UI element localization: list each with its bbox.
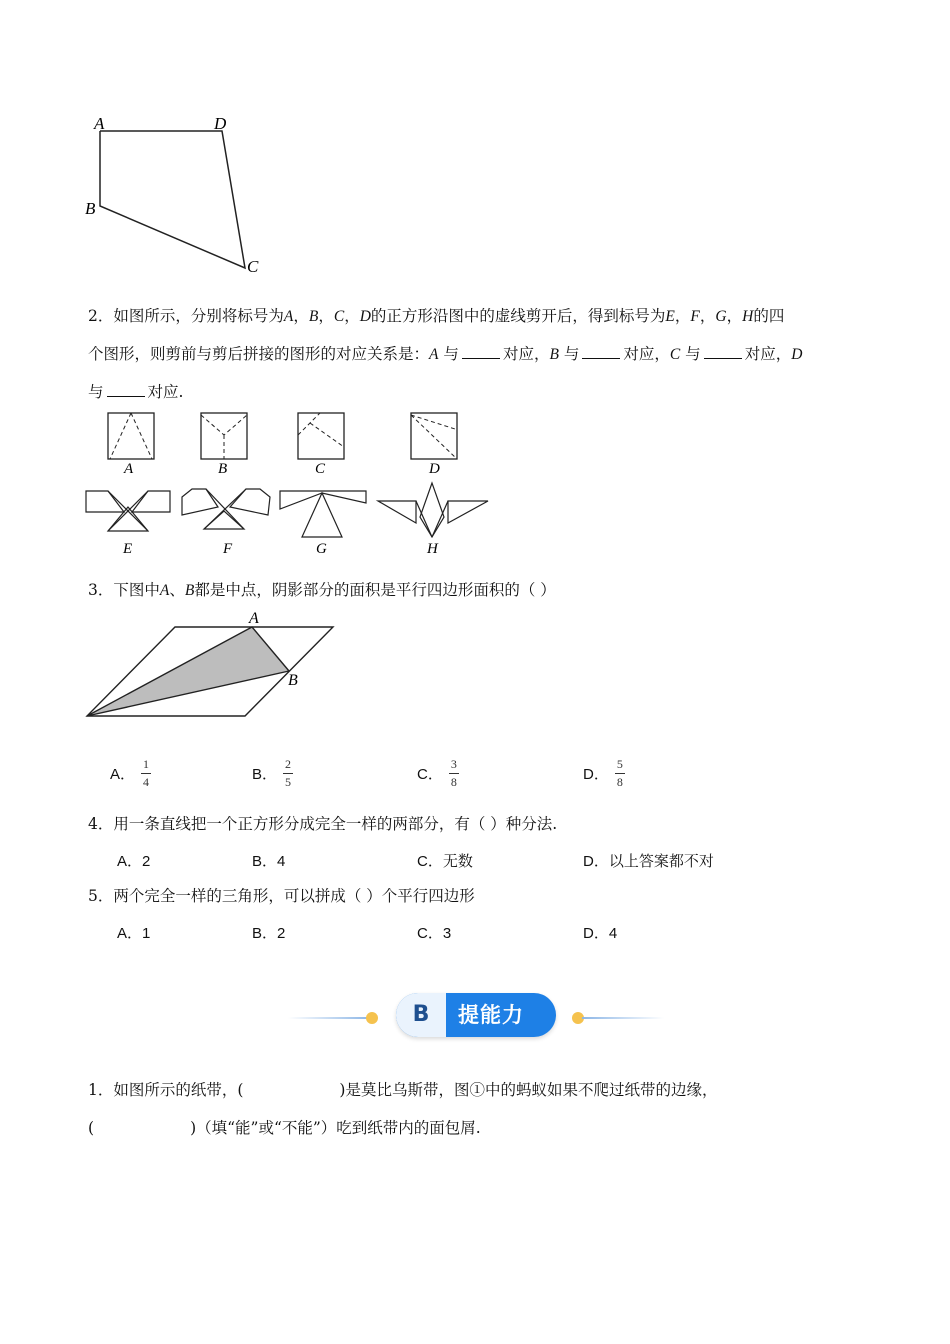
q5-option-d[interactable]: D．4 <box>583 925 618 942</box>
square-label-a: A <box>124 461 134 477</box>
quadrilateral-figure <box>80 110 280 285</box>
quad-outline <box>100 131 245 268</box>
square-d <box>411 413 457 459</box>
q3-stem: 3．下图中A、B都是中点，阴影部分的面积是平行四边形面积的（ ） <box>88 581 556 599</box>
square-label-c: C <box>315 461 326 477</box>
shape-label-e: E <box>123 541 133 557</box>
fraction: $\frac{3}{8}$ <box>450 756 457 789</box>
banner-title: 提能力 <box>458 1003 524 1027</box>
q4-option-c[interactable]: C．无数 <box>417 853 473 870</box>
banner-line-right <box>582 1017 664 1019</box>
fig-label-b: B <box>288 672 298 689</box>
answer-blank[interactable] <box>582 344 620 359</box>
banner-line-left <box>288 1017 370 1019</box>
shape-g <box>280 491 366 537</box>
shape-h <box>378 483 488 537</box>
q3-option-c[interactable]: C． $\frac{3}{8}$ <box>417 756 457 789</box>
q4-option-d[interactable]: D．以上答案都不对 <box>583 853 714 870</box>
shape-label-h: H <box>427 541 438 557</box>
q5-option-a[interactable]: A．1 <box>117 925 151 942</box>
q2-line1: 2．如图所示，分别将标号为A，B，C，D的正方形沿图中的虚线剪开后，得到标号为E，F，G，H的四 <box>88 307 785 325</box>
square-label-b: B <box>218 461 228 477</box>
b1-line1: 1．如图所示的纸带，( )是莫比乌斯带，图①中的蚂蚁如果不爬过纸带的边缘， <box>88 1081 718 1099</box>
q3-option-a[interactable]: A． $\frac{1}{4}$ <box>110 756 150 789</box>
b1-line2: ( )（填“能”或“不能”）吃到纸带内的面包屑. <box>88 1119 481 1137</box>
q2-line2: 个图形，则剪前与剪后拼接的图形的对应关系是：A 与 对应，B 与 对应，C 与 对应，D <box>88 345 803 363</box>
q3-option-b[interactable]: B． $\frac{2}{5}$ <box>252 756 292 789</box>
q3-options <box>0 750 950 796</box>
banner-dot-left <box>366 1012 378 1024</box>
shape-f <box>182 489 270 529</box>
label-d: D <box>214 114 227 133</box>
q2-figure <box>80 405 500 560</box>
section-banner <box>396 993 556 1037</box>
fig-label-a: A <box>249 610 259 627</box>
label-c: C <box>247 257 259 276</box>
shape-label-g: G <box>316 541 327 557</box>
fraction: $\frac{5}{8}$ <box>616 756 623 789</box>
square-b <box>201 413 247 459</box>
banner-letter: B <box>396 993 446 1037</box>
q4-option-a[interactable]: A．2 <box>117 853 151 870</box>
q5-option-b[interactable]: B．2 <box>252 925 286 942</box>
fraction: $\frac{2}{5}$ <box>285 756 292 789</box>
label-a: A <box>94 114 105 133</box>
answer-blank[interactable] <box>462 344 500 359</box>
parallelogram-figure <box>80 605 350 725</box>
label-b: B <box>85 199 96 218</box>
q4-option-b[interactable]: B．4 <box>252 853 286 870</box>
shape-label-f: F <box>223 541 233 557</box>
q3-option-d[interactable]: D． $\frac{5}{8}$ <box>583 756 623 789</box>
q5-stem: 5．两个完全一样的三角形，可以拼成（ ）个平行四边形 <box>88 887 475 905</box>
answer-blank[interactable] <box>107 382 145 397</box>
square-c <box>298 413 344 459</box>
shape-e <box>86 491 170 531</box>
q5-option-c[interactable]: C．3 <box>417 925 452 942</box>
fraction: $\frac{1}{4}$ <box>143 756 150 789</box>
square-label-d: D <box>429 461 440 477</box>
answer-blank[interactable] <box>704 344 742 359</box>
q2-line3: 与 对应. <box>88 383 184 401</box>
square-a <box>108 413 154 459</box>
q4-stem: 4．用一条直线把一个正方形分成完全一样的两部分，有（ ）种分法. <box>88 815 558 833</box>
